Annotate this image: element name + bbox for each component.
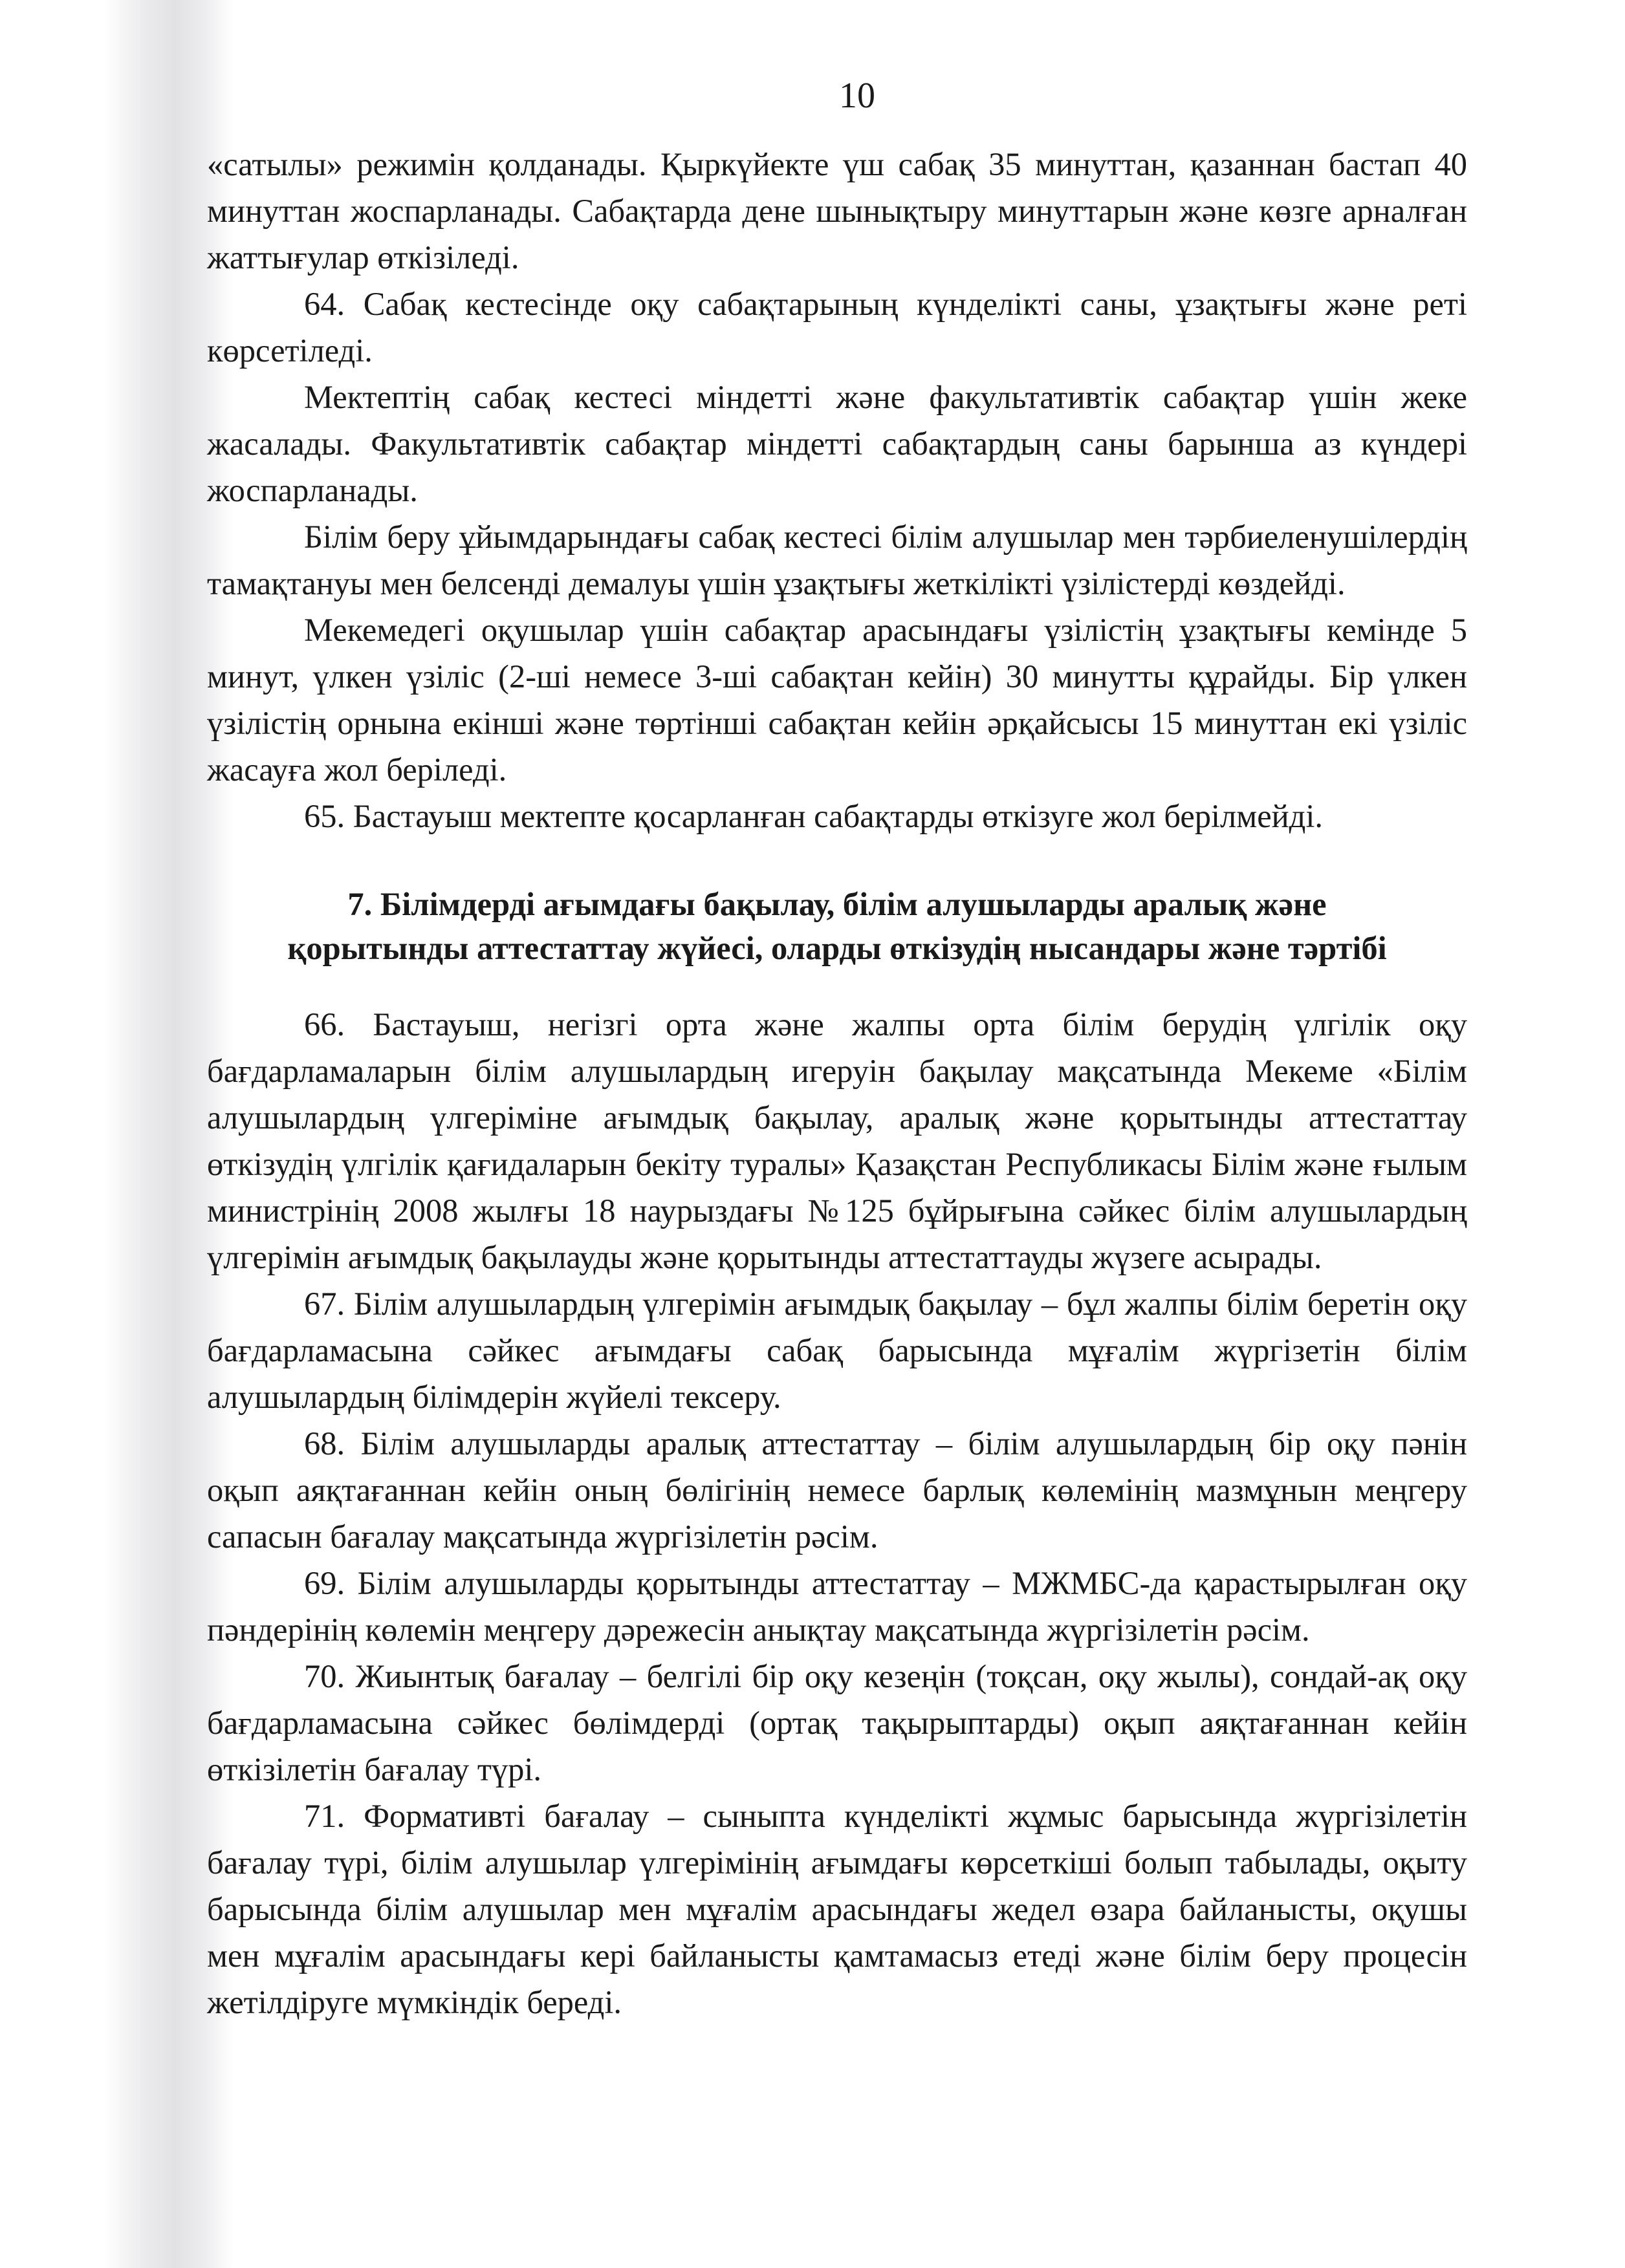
section-heading-7 (207, 882, 1467, 970)
section-heading-line-1: 7. Білімдерді ағымдағы бақылау, білім алушыларды аралық және (347, 886, 1327, 922)
paragraph-63-continuation: «сатылы» режимін қолданады. Қыркүйекте үш сабақ 35 минуттан, қазаннан бастап 40 минуттан жоспарланады. Сабақтарда дене шынықтыру минуттарын және көзге арналған жаттығулар өткізіледі. (207, 146, 1467, 275)
paragraph-68: 68. Білім алушыларды аралық аттестаттау – білім алушылардың бір оқу пәнін оқып аяқтағаннан кейін оның бөлігінің немесе барлық көлемінің мазмұнын меңгеру сапасын бағалау мақсатында жүргізілетін рәсім. (207, 1425, 1467, 1555)
paragraph-schedule-optional: Мектептің сабақ кестесі міндетті және факультативтік сабақтар үшін жеке жасалады. Факультативтік сабақтар міндетті сабақтардың саны барынша аз күндері жоспарланады. (207, 379, 1467, 508)
paragraph-66: 66. Бастауыш, негізгі орта және жалпы орта білім берудің үлгілік оқу бағдарламаларын білім алушылардың игеруін бақылау мақсатында Мекеме «Білім алушылардың үлгеріміне ағымдық бақылау, аралық және қорытынды аттестаттау өткізудің үлгілік қағидаларын бекіту туралы» Қазақстан Республикасы Білім және ғылым министрінің 2008 жылғы 18 наурыздағы №125 бұйрығына сәйкес білім алушылардың үлгерімін ағымдық бақылауды және қорытынды аттестаттауды жүзеге асырады. (207, 1006, 1467, 1275)
paragraph-64: 64. Сабақ кестесінде оқу сабақтарының күнделікті саны, ұзақтығы және реті көрсетіледі. (207, 286, 1467, 369)
paragraph-70: 70. Жиынтық бағалау – белгілі бір оқу кезеңін (тоқсан, оқу жылы), сондай-ақ оқу бағдарламасына сәйкес бөлімдерді (ортақ тақырыптарды) оқып аяқтағаннан кейін өткізілетін бағалау түрі. (207, 1658, 1467, 1787)
section-heading-line-2: қорытынды аттестаттау жүйесі, оларды өткізудің нысандары және тәртібі (287, 930, 1387, 966)
paragraph-69: 69. Білім алушыларды қорытынды аттестаттау – МЖМБС-да қарастырылған оқу пәндерінің көлемін меңгеру дәрежесін анықтау мақсатында жүргізілетін рәсім. (207, 1565, 1467, 1648)
paragraph-71: 71. Формативті бағалау – сыныпта күнделікті жұмыс барысында жүргізілетін бағалау түрі, білім алушылар үлгерімінің ағымдағы көрсеткіші болып табылады, оқыту барысында білім алушылар мен мұғалім арасындағы жедел өзара байланысты, оқушы мен мұғалім арасындағы кері байланысты қамтамасыз етеді және білім беру процесін жетілдіруге мүмкіндік береді. (207, 1798, 1467, 2020)
document-body (207, 141, 1467, 2025)
paragraph-67: 67. Білім алушылардың үлгерімін ағымдық бақылау – бұл жалпы білім беретін оқу бағдарламасына сәйкес ағымдағы сабақ барысында мұғалім жүргізетін білім алушылардың білімдерін жүйелі тексеру. (207, 1286, 1467, 1415)
paragraph-break-duration: Мекемедегі оқушылар үшін сабақтар арасындағы үзілістің ұзақтығы кемінде 5 минут, үлкен үзіліс (2-ші немесе 3-ші сабақтан кейін) 30 минутты құрайды. Бір үлкен үзілістің орнына екінші және төртінші сабақтан кейін әрқайсысы 15 минуттан екі үзіліс жасауға жол беріледі. (207, 612, 1467, 788)
paragraph-schedule-breaks: Білім беру ұйымдарындағы сабақ кестесі білім алушылар мен тәрбиеленушілердің тамақтануы мен белсенді демалуы үшін ұзақтығы жеткілікті үзілістерді көздейді. (207, 519, 1467, 601)
page-number: 10 (839, 76, 875, 116)
paragraph-65: 65. Бастауыш мектепте қосарланған сабақтарды өткізуге жол берілмейді. (304, 798, 1323, 834)
